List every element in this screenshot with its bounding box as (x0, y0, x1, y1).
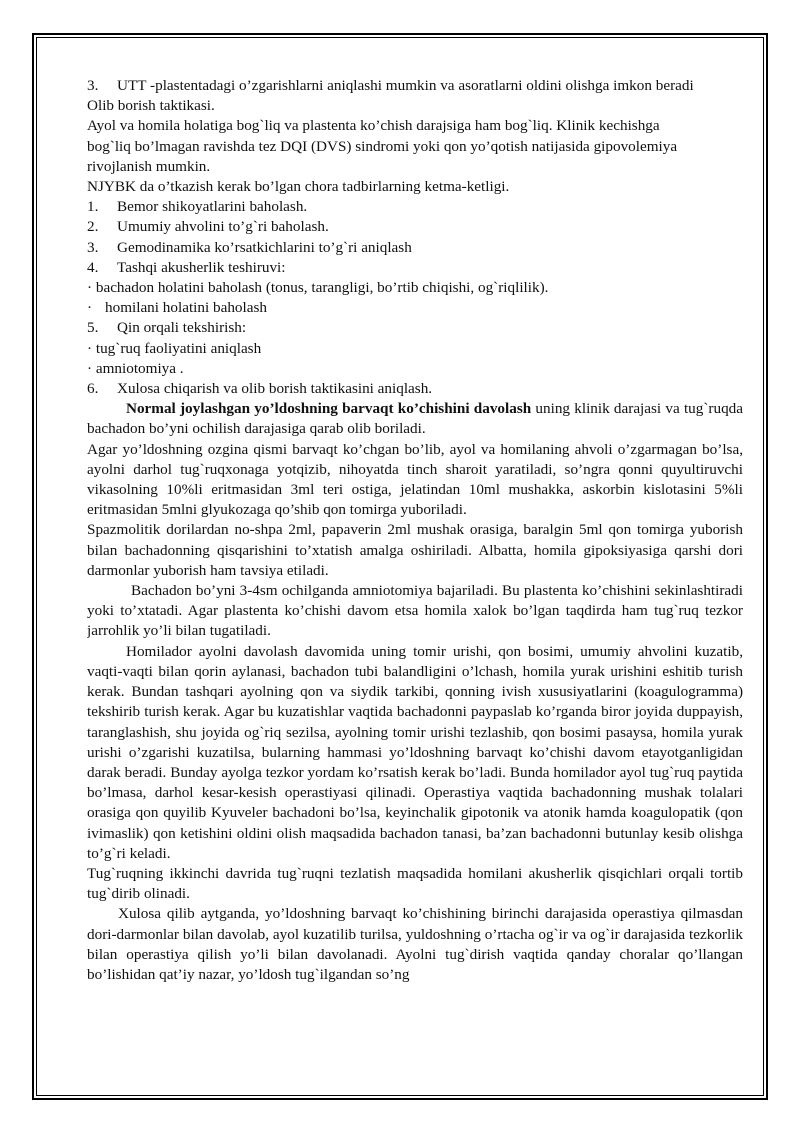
paragraph-treatment (87, 399, 743, 439)
list-number: 4. (87, 258, 99, 276)
list-number: 5. (87, 319, 99, 337)
list-item-text: Bemor shikoyatlarini baholash. (117, 198, 308, 216)
list-item (87, 197, 743, 217)
sub-list-item: · tug`ruq faoliyatini aniqlash (87, 339, 262, 357)
paragraph-monitoring: Homilador ayolni davolash davomida uning tomir urishi, qon bosimi, umumiy ahvolini kuzatib, vaqti-vaqti bilan qorin aylanasi, bachadon tubi balandligini o’lchash, homila yurak urishini eshitib turish kerak. Bundan tashqari ayolning qon va siydik tarkibi, qonning ivish xususiyatlarini (koagulogramma) tekshirib turish kerak. Agar bu kuzatishlar vaqtida bachadonni paypaslab ko’rganda biror joyida duppayish, taranglashish, shu joyida og`riq sezilsa, ayolning tomir urishi tezlashib, qon bosimi pasaysa, homila yurak urishi o’zgarishi kuzatilsa, bularning hammasi yo’ldoshning barvaqt ko’chishi davom etayotganligidan darak beradi. Bunday ayolga tezkor yordam ko’rsatish kerak bo’ladi. Bunda homilador ayol tug`ruq paytida bo’lmasa, darhol kesar-kesish operastiyasi qilinadi. Operastiya vaqtida bachadonning mushak tolalari orasiga qon quyilib Kyuveler bachadoni bo’lsa, keyinchalik gipotonik va atonik hamda koagulopatik (qon ivimaslik) qon ketishini oldini olish maqsadida bachadon tanasi, ba’zan bachadonni butunlay kesib olishga to’g`ri keladi. (87, 642, 743, 862)
paragraph-steps-heading: NJYBK da o’tkazish kerak bo’lgan chora tadbirlarning ketma-ketligi. (87, 178, 510, 196)
bold-heading: Normal joylashgan yo’ldoshning barvaqt ko’chishini davolash (126, 400, 532, 418)
paragraph-text: uning klinik darajasi va tug`ruqda bachadon bo’yni ochilish darajasiga qarab olib boriladi. (87, 400, 743, 438)
paragraph-tactics-heading: Olib borish taktikasi. (87, 97, 215, 115)
list-number: 6. (87, 380, 99, 398)
list-item-text: Tashqi akusherlik teshiruvi: (117, 258, 286, 276)
bullet: · (87, 299, 93, 317)
paragraph-mild-case: Agar yo’ldoshning ozgina qismi barvaqt ko’chgan bo’lib, ayol va homilaning ahvoli o’zgarmagan bo’lsa, ayolni darhol tug`ruqxonaga yotqizib, nihoyatda tinch sharoit yaratiladi, so’ngra qonni quyultiruvchi vikasolning 10%li eritmasidan 3ml teri ostiga, jelatindan 10ml mushakka, askorbin kislotasini 5%li eritmasidan 5mlni glyukozaga qo’shib qon tomirga yuboriladi. (87, 440, 743, 519)
paragraph-spasmolytics: Spazmolitik dorilardan no-shpa 2ml, papaverin 2ml mushak orasiga, baralgin 5ml qon tomirga yuborish bilan bachadonning qisqarishini to’xtatish amalga oshiriladi. Albatta, homila gipoksiyasiga qarshi dori darmonlar yuborish ham tavsiya etiladi. (87, 521, 743, 579)
sub-list-item: · amniotomiya . (87, 359, 184, 377)
list-item (87, 217, 743, 237)
list-number: 3. (87, 77, 99, 94)
sub-list-item-text: homilani holatini baholash (105, 299, 267, 317)
list-item (87, 379, 743, 399)
list-item-text: Umumiy ahvolini to’g`ri baholash. (117, 218, 329, 236)
list-item (87, 238, 743, 258)
paragraph-text: UTT -plastentadagi o’zgarishlarni aniqlashi mumkin va asoratlarni oldini olishga imkon beradi (117, 77, 694, 94)
list-item-text: Qin orqali tekshirish: (117, 319, 247, 337)
sub-list-item: · bachadon holatini baholash (tonus, tarangligi, bo’rtib chiqishi, og`riqlilik). (87, 279, 549, 297)
document-body (87, 76, 743, 1076)
paragraph-tactics-intro: Ayol va homila holatiga bog`liq va plastenta ko’chish darajsiga ham bog`liq. Klinik kechishga bog`liq bo’lmagan ravishda tez DQI (DVS) sindromi yoki qon yo’qotish natijasida gipovolemiya rivojlanish mumkin. (87, 117, 678, 175)
list-number: 2. (87, 218, 99, 236)
list-item (87, 318, 743, 338)
sub-list-item (87, 298, 743, 318)
list-item-text: Xulosa chiqarish va olib borish taktikasini aniqlash. (117, 380, 433, 398)
list-number: 3. (87, 238, 99, 256)
paragraph-second-stage: Tug`ruqning ikkinchi davrida tug`ruqni tezlatish maqsadida homilani akusherlik qisqichlari orqali tortib tug`dirib olinadi. (87, 864, 743, 903)
paragraph-utt (87, 76, 743, 96)
list-number: 1. (87, 198, 99, 216)
paragraph-conclusion: Xulosa qilib aytganda, yo’ldoshning barvaqt ko’chishining birinchi darajasida operastiya qilmasdan dori-darmonlar bilan davolab, ayol kuzatilib turilsa, yuldoshning o’rtacha og`ir va og`ir darajasida tezkorlik bilan operastiya qilish yo’li bilan davolanadi. Ayolni tug`dirish vaqtida qanday choralar qo’llangan bo’lishidan qat’iy nazar, yo’ldosh tug`ilgandan so’ng (87, 905, 743, 983)
list-item (87, 258, 743, 278)
list-item-text: Gemodinamika ko’rsatkichlarini to’g`ri aniqlash (117, 238, 412, 256)
paragraph-amniotomy: Bachadon bo’yni 3-4sm ochilganda amniotomiya bajariladi. Bu plastenta ko’chishini sekinlashtiradi yoki to’xtatadi. Agar plastenta ko’chishi davom etsa homila xalok bo’lgan taqdirda ham tug`ruq tezkor jarrohlik yo’li bilan tugatiladi. (87, 582, 743, 640)
